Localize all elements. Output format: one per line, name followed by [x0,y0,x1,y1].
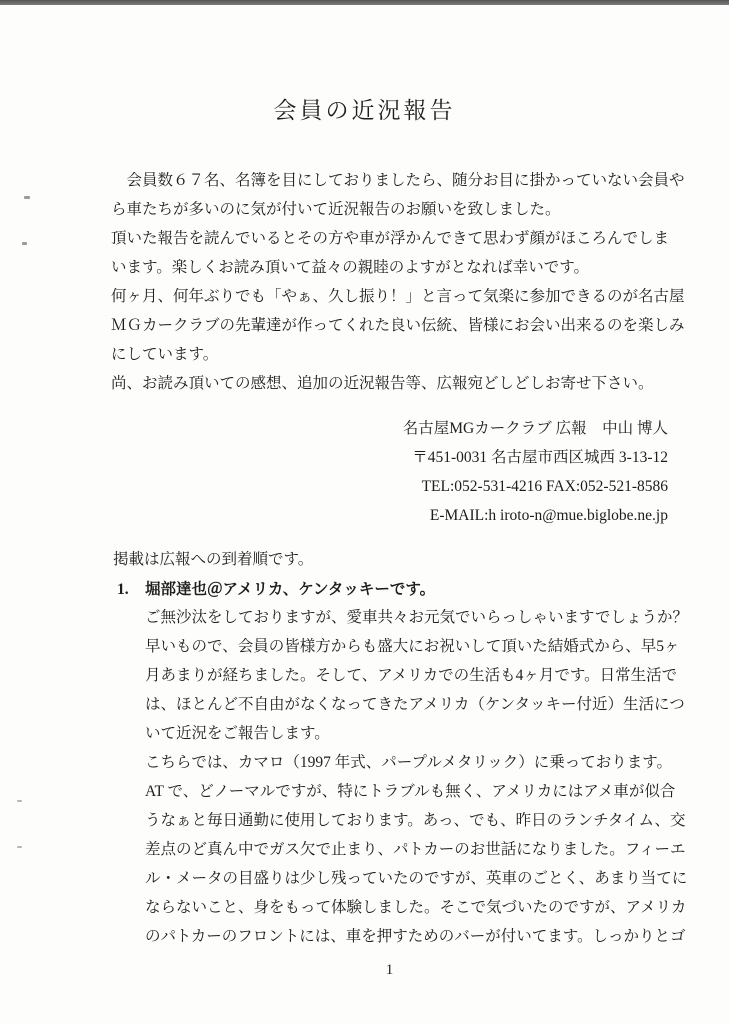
scan-artifact-speck [17,846,22,848]
text-line: にしています。 [111,346,219,363]
text-line: こちらでは、カマロ（1997 年式、パープルメタリック）に乗っております。 [145,754,673,771]
page-number: 1 [385,962,394,978]
item-1-heading: 堀部達也＠アメリカ、ケンタッキーです。 [145,581,436,598]
text-line: ＭＧカークラブの先輩達が作ってくれた良い伝統、皆様にお会い出来るのを楽しみ [111,317,685,334]
text-line: 何ヶ月、何年ぶりでも「やぁ、久し振り！」と言って気楽に参加できるのが名古屋 [111,288,685,305]
text-line: 尚、お読み頂いての感想、追加の近況報告等、広報宛どしどしお寄せ下さい。 [111,375,654,392]
text-line: 会員数６７名、名簿を目にしておりましたら、随分お目に掛かっていない会員や [111,172,685,189]
text-line: ル・メータの目盛りは少し残っていたのですが、英車のごとく、あまり当てに [145,870,688,887]
text-line: ら車たちが多いのに気が付いて近況報告のお願いを致しました。 [111,201,561,218]
contact-line: E-MAIL:h iroto-n@mue.biglobe.ne.jp [429,507,668,524]
page-title: 会員の近況報告 [273,98,456,123]
text-line: AT で、どノーマルですが、特にトラブルも無く、アメリカにはアメ車が似合 [145,783,676,800]
text-line: 差点のど真ん中でガス欠で止まり、パトカーのお世話になりました。フィーエ [145,841,686,858]
contact-line: 〒451-0031 名古屋市西区城西 3-13-12 [412,449,668,466]
contact-line: TEL:052-531-4216 FAX:052-521-8586 [421,478,668,495]
text-line: うなぁと毎日通勤に使用しております。あっ、でも、昨日のランチタイム、交 [145,812,686,829]
text-line: 早いもので、会員の皆様方からも盛大にお祝いして頂いた結婚式から、早5ヶ [145,638,680,655]
text-line: 頂いた報告を読んでいるとその方や車が浮かんできて思わず顔がほころんでしま [111,230,670,247]
scan-artifact-speck [24,196,30,199]
item-1-number: 1. [117,581,129,598]
contact-block [111,414,668,530]
scan-artifact-speck [17,800,22,802]
scan-edge-bar [0,0,729,5]
item-1-body [145,603,688,951]
item-1-heading-row [117,575,668,604]
text-line: 月あまりが経ちました。そして、アメリカでの生活も4ヶ月です。日常生活で [145,667,678,684]
text-line: ならないこと、身をもって体験しました。そこで気づいたのですが、アメリカ [145,899,687,916]
scan-artifact-speck [22,242,27,245]
text-line: は、ほとんど不自由がなくなってきたアメリカ（ケンタッキー付近）生活につ [145,696,685,713]
intro-paragraph [111,166,685,398]
text-line: います。楽しくお読み頂いて益々の親睦のよすがとなれば幸いです。 [111,259,590,276]
listing-note: 掲載は広報への到着順です。 [113,551,314,568]
contact-line: 名古屋MGカークラブ 広報 中山 博人 [402,420,668,437]
text-line: ご無沙汰をしておりますが、愛車共々お元気でいらっしゃいますでしょうか？ [145,609,688,626]
text-line: のパトカーのフロントには、車を押すためのバーが付いてます。しっかりとゴ [145,928,686,945]
text-line: いて近況をご報告します。 [145,725,330,742]
